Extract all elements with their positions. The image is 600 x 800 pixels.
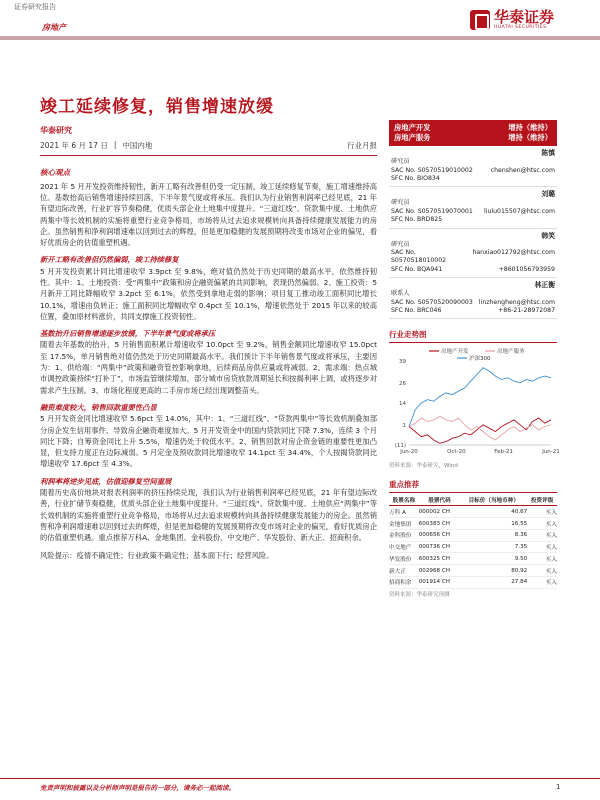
analyst-name: 韩笑 [541,231,555,240]
analyst-email[interactable]: linzhengheng@htsc.com [478,298,555,306]
stock-name: 中交地产 [389,541,419,553]
logo-subtext: HUATAI SECURITIES [494,25,547,30]
analyst-name: 陈慎 [541,149,555,157]
stock-target: 7.35 [460,541,527,553]
analyst-list [389,146,557,319]
analyst-card [389,187,557,228]
stock-rating: 买入 [527,577,557,589]
rating-row [394,123,552,133]
stock-target: 80.92 [460,565,527,577]
table-row [389,529,557,541]
analyst-sfc: SFC No. BRC046 [391,307,442,314]
stock-name: 招商积余 [389,577,419,589]
logo-text: 华泰证券 [494,8,555,26]
stock-name: 金地集团 [389,518,419,530]
y-tick-label: (11) [394,443,406,450]
table-row [389,565,557,577]
logo-mark-icon [470,10,490,30]
stock-name: 华发股份 [389,553,419,565]
stocks-source: 资料来源：华泰研究预测 [389,591,450,598]
analyst-phone: +8601056793959 [498,265,555,273]
header-rating: 投资评级 [527,495,557,506]
table-row [389,506,557,518]
y-tick-label: 26 [399,381,406,388]
table-row [389,577,557,589]
analyst-sac: SAC No. S0570518010002 [391,249,447,265]
analyst-label: 研究员 [391,240,410,248]
stock-code: 600325 CH [419,553,461,565]
rating-value: 增持（维持） [508,123,552,132]
stock-code: 001914 CH [419,577,461,589]
rating-sector: 房地产服务 [394,133,431,142]
company-logo [470,10,554,30]
table-row [389,518,557,530]
stock-table-header [389,495,557,506]
header-name: 股票名称 [389,495,419,506]
sidebar [389,120,560,598]
stock-code: 000736 CH [419,541,461,553]
stock-rating: 买入 [527,541,557,553]
rating-sector: 房地产开发 [394,123,431,132]
section-3-paragraph: 5 月开发资金同比增速收窄 5.6pct 至 14.0%，其中：1、“三道红线”、“贷款两集中”等长效机制叠加部分房企发生信用事件，导致房企融资难度加大。5 月开发资金中的国内贷款同比下降 7.3%，连续 3 个月同比下降；自筹资金同比上升 5.5%，增速仍处于较低水平。2、销售回款对房企资金链的重要性更加凸显，但支持力度正在边际减弱。5 月定金及预收款同比增速收窄 14.1pct 至 34.4%，个人按揭贷款同比增速收窄 17.6pct 至 4.3%。 [40,414,377,469]
stock-code: 600383 CH [419,518,461,530]
analyst-sac: SAC No. S0570520090003 [391,298,473,306]
stock-target: 9.50 [460,553,527,565]
analyst-email[interactable]: hanxiao012792@htsc.com [472,249,555,257]
x-tick-label: Jun-20 [400,449,418,456]
stock-name: 新大正 [389,565,419,577]
stock-code: 000002 CH [419,506,461,518]
analyst-name: 刘璐 [541,190,555,199]
stock-target: 27.84 [460,577,527,589]
legend-label: 沪深300 [469,356,491,363]
analyst-email[interactable]: chenshen@htsc.com [490,166,555,174]
analyst-label: 研究员 [391,199,410,207]
y-tick-label: 14 [399,401,406,408]
chart-source: 资料来源：华泰研究，Wind [389,463,458,470]
risk-note: 风险提示：疫情不确定性；行业政策不确定性；基本面下行；经营风险。 [40,550,274,560]
analyst-card [389,146,557,187]
dateline [40,140,377,156]
section-4-title: 利润率将逆步见底，估值迎修复空间重展 [40,476,172,486]
stock-target: 8.36 [460,529,527,541]
analyst-card [389,229,557,279]
stock-target: 40.67 [460,506,527,518]
series-line-2 [409,368,551,427]
table-row [389,553,557,565]
section-1-title: 新开工略有改善但仍然偏弱，竣工持续修复 [40,255,179,265]
stock-rating: 买入 [527,565,557,577]
series-line-0 [409,418,551,443]
industry-trend-chart [389,345,560,460]
core-paragraph: 2021 年 5 月开发投资维持韧性，新开工略有改善但仍受一定压制，竣工延续修复节奏，施工增速维持高位。基数抬高后销售增速持续回落，下半年景气度或将承压。我们认为行业销售利润率已经见底，21 年有望边际改善，行业扩容节奏稳健，优质头部企业土地集中度提升。“三道红线”、贷款集中度、土地供应两集中等长效机制的实施将重塑行业竞争格局，市场将从过去追求规模转向具备持续健康发展能力的房企。虽然销售和净利润增速难以回到过去的辉煌，但是更加稳健的发展预期将改变市场对企业的偏见，看好优质房企的估值重塑机遇。 [40,181,377,248]
rating-value: 增持（维持） [508,133,552,142]
analyst-label: 研究员 [391,158,410,166]
series-line-1 [409,417,551,441]
y-tick-label: 1 [402,423,406,430]
analyst-sfc: SFC No. BIO834 [391,174,440,182]
section-3-title: 融资难度较大，销售回款重要性凸显 [40,402,157,412]
main-body [40,163,377,567]
table-row [389,541,557,553]
stock-rating: 买入 [527,553,557,565]
disclaimer: 免责声明和披露以及分析师声明是报告的一部分，请务必一起阅读。 [40,784,235,792]
header-code: 股票代码 [419,495,461,506]
rating-box [389,120,557,146]
legend-label: 房地产服务 [497,349,525,356]
analyst-name: 林正衡 [534,281,555,290]
analyst-sac: SAC No. S0570519010002 [391,166,473,174]
stock-table [389,495,557,588]
legend-label: 房地产开发 [441,349,469,356]
stocks-box-title: 重点推荐 [389,479,557,493]
section-4-paragraph: 随着历史高价地块对报表利润率的挤压持续兑现，我们认为行业销售利润率已经见底，21 年有望边际改善，行业扩储节奏稳健，优质头部企业土地集中度提升。“三道红线”、贷款集中度、土地供应“两集中”等长效机制的实施将重塑行业竞争格局，市场将从过去追求规模转向具备持续健康发展能力的房企。虽然销售和净利润增速难以回到过去的辉煌，但是更加稳健的发展预期将改变市场对企业的偏见，看好优质房企的估值重塑机遇。重点推荐万科A、金地集团、金科股份、中交地产、华发股份、新大正、招商积余。 [40,488,377,543]
org-name: 华泰研究 [40,126,72,135]
header-band [0,36,600,40]
x-tick-label: Oct-20 [447,449,466,456]
stock-code: 002968 CH [419,565,461,577]
stock-rating: 买入 [527,506,557,518]
stock-target: 16.55 [460,518,527,530]
stock-rating: 买入 [527,529,557,541]
sector-tag: 房地产 [42,23,66,32]
separator: | [113,140,117,149]
x-tick-label: Jun-21 [542,449,560,456]
core-title: 核心观点 [40,168,70,177]
report-title: 竣工延续修复，销售增速放缓 [40,97,274,117]
report-type-tag: 证券研究报告 [14,3,56,11]
report-date: 2021 年 6 月 17 日 [40,141,108,150]
page-number: 1 [556,783,561,791]
analyst-label: 联系人 [391,290,410,298]
report-region: 中国内地 [122,141,153,150]
analyst-card [389,278,557,319]
chart-box-title: 行业走势图 [389,329,557,343]
analyst-sac: SAC No. S0570519070001 [391,207,473,215]
analyst-sfc: SFC No. BRD825 [391,216,443,224]
analyst-email[interactable]: liulu015507@htsc.com [484,207,555,215]
stock-name: 万科 A [389,506,419,518]
report-kind: 行业月报 [347,141,377,150]
analyst-sfc: SFC No. BQA941 [391,265,443,273]
section-1-paragraph: 5 月开发投资累计同比增速收窄 3.9pct 至 9.8%，绝对值仍然处于历史同期的最高水平，依然维持韧性。其中：1、土地投资：受“两集中”政策和房企融资偏紧的共同影响，表现仍然偏弱。2、施工投资：5 月新开工同比降幅收窄 3.2pct 至 6.1%，依然受到拿地走弱的影响；项目复工推动竣工面积同比增长 10.1%，增速由负转正；施工面积同比增幅收窄 0.4pct 至 10.1%，增速依然处于 2015 年以来的较高位置，叠加原材料涨价，共同支撑施工投资韧性。 [40,266,377,321]
rating-row [394,133,552,143]
stock-rating: 买入 [527,518,557,530]
section-2-paragraph: 随着去年基数的抬升，5 月销售面积累计增速收窄 10.0pct 至 9.2%，销售金额同比增速收窄 15.0pct 至 17.5%，单月销售绝对值仍然处于历史同期最高水平。我们预计下半年销售景气度或将承压，主要因为：1、供给端：“两集中”政策和融资管控影响拿地，后续商品房供应量或将减弱。2、需求端：热点城市调控政策持续“打补丁”，市场监管继续增加，部分城市房贷放款周期延长和按揭利率上调，或将逐步对需求产生压制。3、市场化程度更高的二手房市场已经出现调整苗头。 [40,340,377,395]
section-2-title: 基数抬升后销售增速逐步放缓，下半年景气度或将承压 [40,329,216,339]
y-tick-label: 39 [399,359,406,366]
analyst-phone: +86-21-28972087 [498,307,555,314]
stock-code: 000656 CH [419,529,461,541]
x-tick-label: Feb-21 [494,449,514,456]
header-target: 目标价（当地币种） [460,495,527,506]
stock-name: 金科股份 [389,529,419,541]
footer-band [0,778,600,779]
